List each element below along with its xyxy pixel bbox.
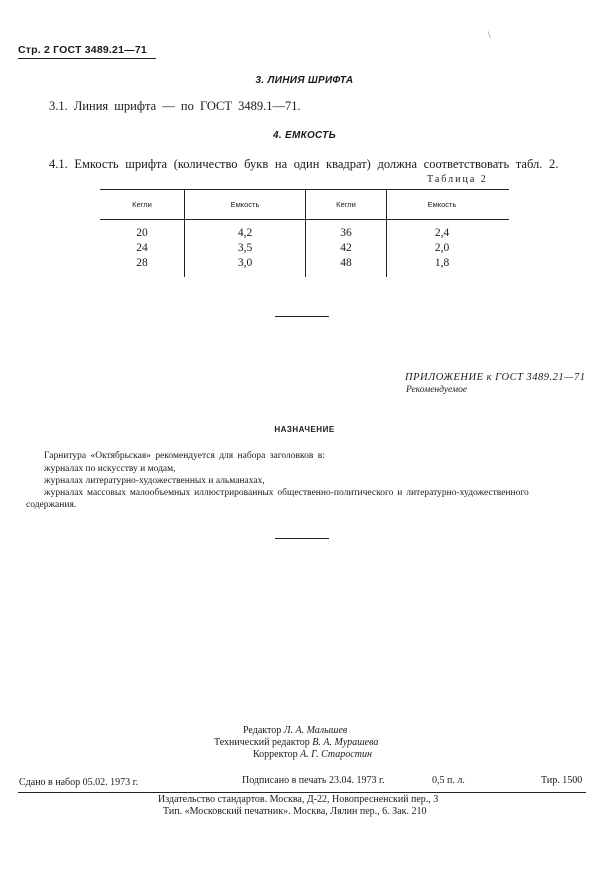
credit-line xyxy=(214,737,378,748)
table-cell: 28 xyxy=(136,257,148,269)
footer-rule xyxy=(18,792,586,793)
imprint-publisher: Издательство стандартов. Москва, Д-22, Новопресненский пер., 3 xyxy=(158,794,439,805)
appendix-line: журналах по искусству и модам, xyxy=(44,464,176,474)
imprint-circulation: Тир. 1500 xyxy=(541,775,583,786)
header-underline xyxy=(18,58,156,59)
section3-text: 3.1. Линия шрифта — по ГОСТ 3489.1—71. xyxy=(49,99,301,113)
table-cell: 42 xyxy=(340,242,352,254)
credit-name: В. А. Мурашева xyxy=(312,737,379,748)
imprint-signed: Подписано в печать 23.04. 1973 г. xyxy=(242,775,385,786)
credit-name: А. Г. Старостин xyxy=(300,749,372,760)
appendix-line: Гарнитура «Октябрьская» рекомендуется для набора заголовков в: xyxy=(44,451,325,461)
page-header: Стр. 2 ГОСТ 3489.21—71 xyxy=(18,44,147,56)
imprint-sent: Сдано в набор 05.02. 1973 г. xyxy=(19,777,139,788)
imprint-printer: Тип. «Московский печатник». Москва, Лялин пер., 6. Зак. 210 xyxy=(163,806,427,817)
table-cell: 3,0 xyxy=(237,257,253,269)
table-header-cell: Емкость xyxy=(230,200,260,209)
credit-role: Корректор xyxy=(253,749,298,760)
credit-name: Л. А. Малышев xyxy=(283,725,348,736)
table-cell: 2,4 xyxy=(434,227,450,239)
appendix-line: содержания. xyxy=(26,500,77,510)
table-cell: 1,8 xyxy=(434,257,450,269)
table-cell: 3,5 xyxy=(237,242,253,254)
section4-text: 4.1. Емкость шрифта (количество букв на один квадрат) должна соответствовать табл. 2. xyxy=(49,157,559,171)
separator-rule xyxy=(275,538,329,539)
table-cell: 2,0 xyxy=(434,242,450,254)
table-header-cell: Кегли xyxy=(132,200,152,209)
table-cell: 20 xyxy=(136,227,148,239)
credit-role: Редактор xyxy=(243,725,282,736)
table-cell: 4,2 xyxy=(237,227,253,239)
appendix-subtitle: Рекомендуемое xyxy=(406,385,468,395)
credit-line xyxy=(243,725,347,736)
section4-title: 4. ЕМКОСТЬ xyxy=(273,130,336,141)
separator-rule xyxy=(275,316,329,317)
credit-role: Технический редактор xyxy=(214,737,310,748)
appendix-title: ПРИЛОЖЕНИЕ к ГОСТ 3489.21—71 xyxy=(405,372,586,383)
section3-title: 3. ЛИНИЯ ШРИФТА xyxy=(255,75,354,86)
table-cell: 36 xyxy=(340,227,352,239)
table-cell: 24 xyxy=(136,242,148,254)
table-header-cell: Кегли xyxy=(336,200,356,209)
table-caption: Таблица 2 xyxy=(427,174,488,185)
credit-line xyxy=(253,749,372,760)
table-header-cell: Емкость xyxy=(427,200,457,209)
corner-mark: \ xyxy=(488,30,491,40)
imprint-sheets: 0,5 п. л. xyxy=(432,775,465,786)
appendix-line: журналах литературно-художественных и альманахах, xyxy=(44,476,265,486)
table-cell: 48 xyxy=(340,257,352,269)
appendix-heading: НАЗНАЧЕНИЕ xyxy=(274,425,335,434)
appendix-line: журналах массовых малообъемных иллюстрированных общественно-политического и литературно-художественного xyxy=(44,488,529,498)
